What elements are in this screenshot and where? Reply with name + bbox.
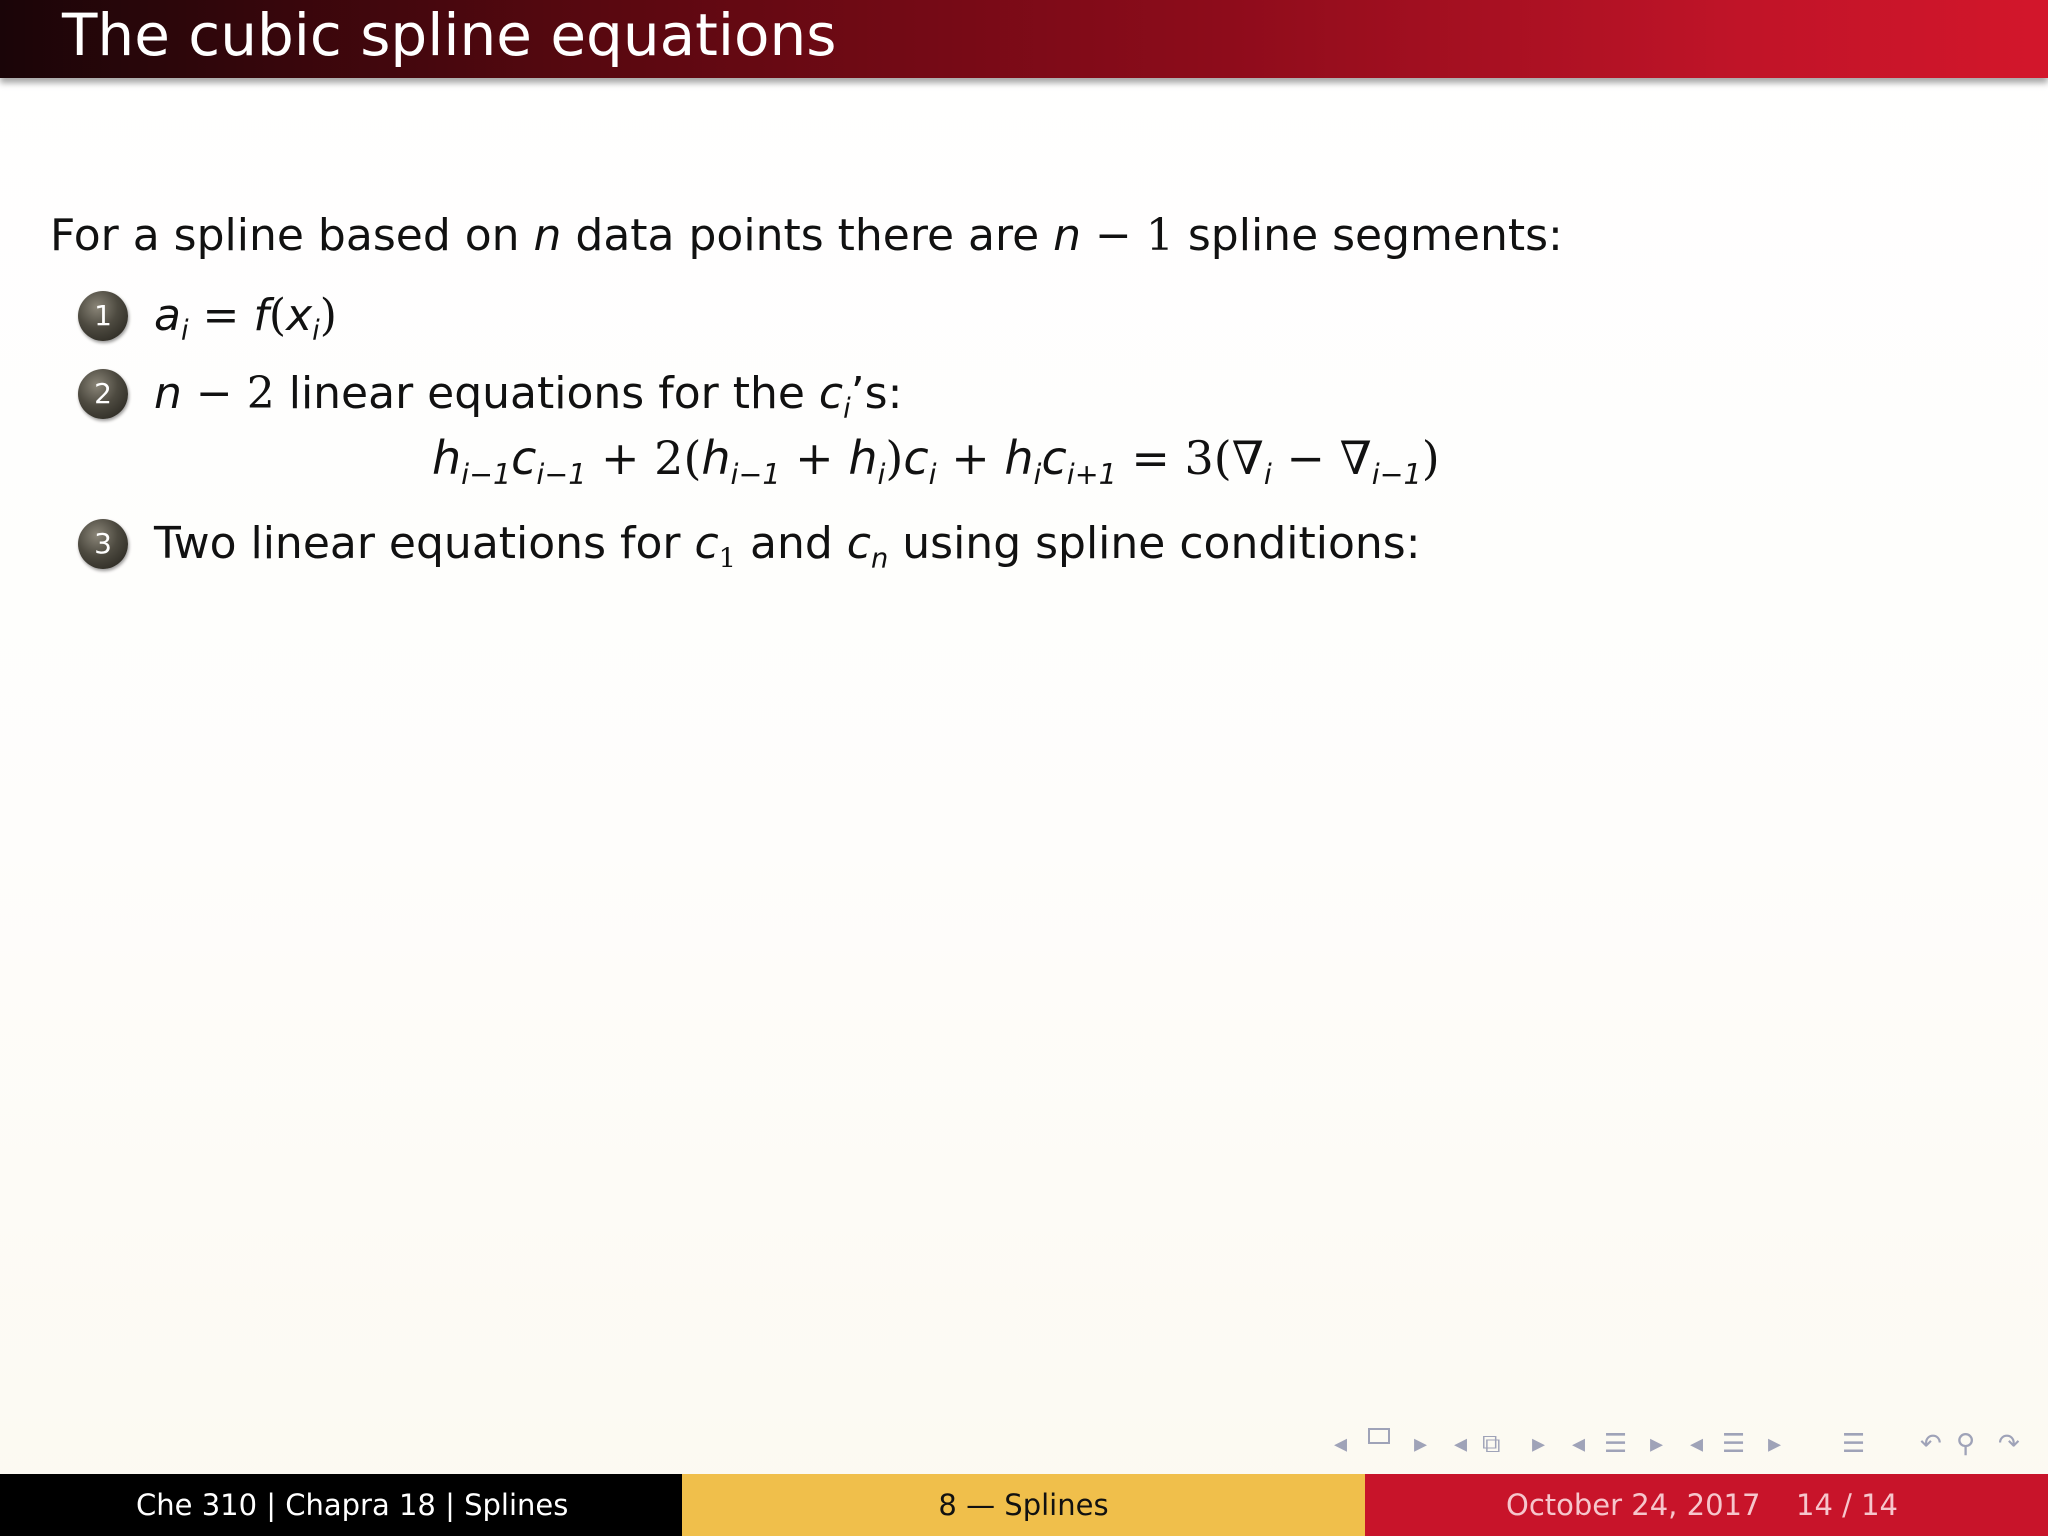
var-c: c	[818, 368, 844, 419]
var-n: n	[154, 368, 182, 419]
footer-course: Che 310 | Chapra 18 | Splines	[136, 1488, 569, 1522]
sub-i: i	[180, 315, 189, 347]
minus-nabla: − ∇	[1271, 431, 1372, 485]
equals-three-nabla: = 3(∇	[1116, 431, 1264, 485]
next-doc-icon[interactable]: ▸	[1768, 1429, 1782, 1459]
var-c: c	[903, 431, 929, 485]
sub-index: i−1	[1371, 457, 1422, 491]
var-c: c	[846, 518, 871, 569]
footer-section: 8 — Splines	[682, 1474, 1365, 1536]
var-h: h	[848, 431, 878, 485]
undo-icon[interactable]: ↶	[1920, 1429, 1942, 1459]
next-slide-icon[interactable]: ▸	[1414, 1429, 1428, 1459]
prev-slide-icon[interactable]: ◂	[1334, 1429, 1348, 1459]
footer-right	[1365, 1474, 2048, 1536]
item-2-suffix: ’s:	[850, 368, 903, 419]
var-h: h	[701, 431, 731, 485]
minus-two: − 2	[181, 368, 275, 419]
frame-icon[interactable]	[1368, 1428, 1390, 1444]
slide-title: The cubic spline equations	[62, 1, 837, 69]
sub-index: i	[1033, 457, 1042, 491]
outline-icon[interactable]: ☰	[1842, 1429, 1866, 1459]
var-x: x	[286, 290, 313, 341]
footer-bar	[0, 1474, 2048, 1536]
sub-index: i−1	[730, 457, 781, 491]
tridiagonal-equation	[432, 428, 1440, 491]
var-c: c	[511, 431, 537, 485]
close-paren: )	[1421, 431, 1440, 485]
intro-text	[50, 208, 1563, 264]
footer-date: October 24, 2017	[1506, 1488, 1761, 1522]
prev-doc-icon[interactable]: ◂	[1690, 1429, 1704, 1459]
sub-index: i	[877, 457, 886, 491]
close-paren: )	[319, 290, 337, 341]
plus-sign: +	[936, 431, 1005, 485]
intro-var-n: n	[533, 210, 562, 261]
item-3-suffix: using spline conditions:	[888, 518, 1421, 569]
item-2-text	[154, 366, 903, 425]
next-frame-icon[interactable]: ▸	[1532, 1429, 1546, 1459]
section-icon[interactable]: ☰	[1604, 1429, 1628, 1459]
plus-two: + 2(	[586, 431, 702, 485]
intro-post: spline segments:	[1173, 210, 1563, 261]
var-c: c	[694, 518, 719, 569]
item-number-badge: 1	[78, 291, 128, 341]
prev-section-icon[interactable]: ◂	[1572, 1429, 1586, 1459]
sub-index: i−1	[461, 457, 512, 491]
sub-i: i	[312, 315, 320, 347]
item-2-label: linear equations for the	[274, 368, 819, 419]
sub-index: i−1	[536, 457, 587, 491]
sub-index: i	[1263, 457, 1272, 491]
var-h: h	[1004, 431, 1034, 485]
doc-icon[interactable]: ☰	[1722, 1429, 1746, 1459]
next-section-icon[interactable]: ▸	[1650, 1429, 1664, 1459]
footer-page-number: 14 / 14	[1796, 1488, 1899, 1522]
var-h: h	[432, 431, 462, 485]
title-bar	[0, 0, 2048, 78]
redo-icon[interactable]: ↷	[1998, 1429, 2020, 1459]
sub-index: i	[928, 457, 937, 491]
item-number-badge: 2	[78, 369, 128, 419]
intro-pre: For a spline based on	[50, 210, 534, 261]
var-f: f	[253, 290, 269, 341]
search-icon[interactable]: ⚲	[1956, 1429, 1976, 1459]
and-word: and	[736, 518, 847, 569]
plus-sign: +	[780, 431, 849, 485]
equals-sign: =	[188, 290, 254, 341]
sub-index: i+1	[1066, 457, 1117, 491]
var-a: a	[154, 290, 181, 341]
intro-var-n2: n	[1053, 210, 1082, 261]
open-paren: (	[268, 290, 287, 341]
item-number-badge: 3	[78, 519, 128, 569]
item-3-text	[154, 516, 1421, 575]
intro-minus-one: − 1	[1081, 210, 1174, 261]
var-c: c	[1041, 431, 1067, 485]
prev-frame-icon[interactable]: ◂	[1454, 1429, 1468, 1459]
intro-mid: data points there are	[561, 210, 1054, 261]
item-3-label: Two linear equations for	[154, 518, 695, 569]
sub-1: 1	[718, 543, 737, 575]
footer-left	[0, 1474, 682, 1536]
subsection-icon[interactable]: ⧉	[1482, 1429, 1501, 1459]
sub-n: n	[871, 543, 889, 575]
item-1-formula	[154, 288, 337, 347]
close-paren: )	[885, 431, 904, 485]
sub-i: i	[843, 393, 851, 425]
